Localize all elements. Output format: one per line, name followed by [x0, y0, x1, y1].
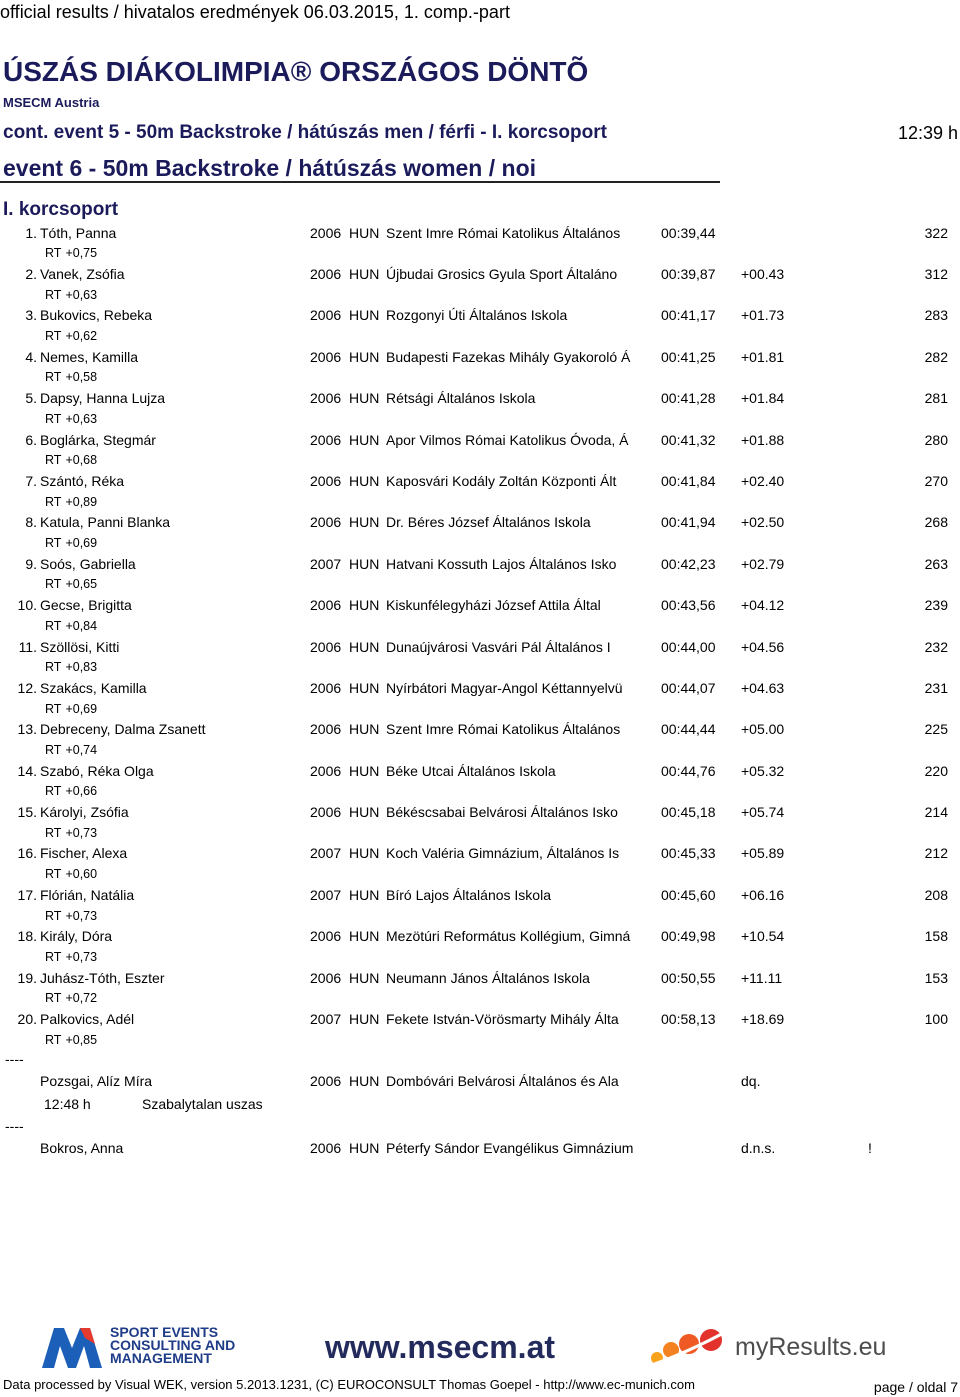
birth-year: 2006	[310, 514, 342, 531]
swim-time: 00:41,84	[661, 472, 716, 489]
reaction-time: +0,73	[65, 825, 98, 840]
points: 225	[924, 721, 948, 738]
swim-time: 00:39,44	[661, 224, 716, 241]
result-entry	[0, 595, 960, 636]
result-entry	[0, 761, 960, 802]
athlete-name: Pozsgai, Alíz Míra	[40, 1073, 153, 1090]
result-rank: 19.	[17, 969, 37, 986]
nation-code: HUN	[349, 472, 380, 489]
swim-time: 00:44,44	[661, 721, 716, 738]
swim-time: 00:41,32	[661, 431, 716, 448]
athlete-name: Vanek, Zsófia	[40, 265, 125, 282]
athlete-name: Király, Dóra	[40, 928, 113, 945]
reaction-time-label: RT	[45, 618, 62, 633]
swim-time: 00:43,56	[661, 597, 716, 614]
reaction-time: +0,73	[65, 949, 98, 964]
result-row	[0, 347, 960, 368]
points: 281	[924, 390, 948, 407]
club-name: Kiskunfélegyházi József Attila Által	[386, 597, 601, 614]
swim-time: 00:49,98	[661, 928, 716, 945]
time-behind: +01.88	[741, 431, 785, 448]
result-row	[0, 926, 960, 947]
result-rank: 7.	[25, 472, 37, 489]
athlete-name: Tóth, Panna	[40, 224, 117, 241]
result-entry	[0, 926, 960, 967]
birth-year: 2007	[310, 1011, 342, 1028]
swim-time: 00:44,00	[661, 638, 716, 655]
reaction-time-row	[0, 243, 960, 264]
non-ranked-entries	[0, 1048, 960, 1159]
results-header-line: official results / hivatalos eredmények 06.03.2015, 1. comp.-part	[0, 2, 510, 22]
sponsor-line: SPORT EVENTS	[110, 1324, 219, 1340]
nation-code: HUN	[349, 265, 380, 282]
result-rank: 13.	[17, 721, 37, 738]
reaction-time: +0,62	[65, 329, 98, 344]
result-entry	[0, 802, 960, 843]
reaction-time-label: RT	[45, 246, 62, 261]
club-name: Dr. Béres József Általános Iskola	[386, 514, 591, 531]
reaction-time: +0,73	[65, 908, 98, 923]
myresults-swirl-icon	[645, 1322, 733, 1370]
nation-code: HUN	[349, 390, 380, 407]
club-name: Dombóvári Belvárosi Általános és Ala	[386, 1073, 619, 1090]
result-row	[0, 471, 960, 492]
nation-code: HUN	[349, 762, 380, 779]
result-rank: 3.	[25, 307, 37, 324]
reaction-time-label: RT	[45, 991, 62, 1006]
nation-code: HUN	[349, 928, 380, 945]
reaction-time: +0,60	[65, 867, 98, 882]
result-rank: 8.	[25, 514, 37, 531]
status-flag: !	[868, 1140, 872, 1157]
result-row	[0, 595, 960, 616]
time-behind: +18.69	[741, 1011, 785, 1028]
reaction-time-label: RT	[45, 660, 62, 675]
organizer-name: MSECM Austria	[3, 95, 100, 110]
result-entry	[0, 678, 960, 719]
reaction-time: +0,84	[65, 618, 98, 633]
nation-code: HUN	[349, 431, 380, 448]
reaction-time-label: RT	[45, 287, 62, 302]
club-name: Nyírbátori Magyar-Angol Kéttannyelvü	[386, 679, 623, 696]
athlete-name: Soós, Gabriella	[40, 555, 136, 572]
reaction-time-label: RT	[45, 784, 62, 799]
reaction-time-label: RT	[45, 370, 62, 385]
nation-code: HUN	[349, 845, 380, 862]
nation-code: HUN	[349, 514, 380, 531]
swim-time: 00:39,87	[661, 265, 716, 282]
birth-year: 2006	[310, 431, 342, 448]
reaction-time-label: RT	[45, 742, 62, 757]
reaction-time: +0,58	[65, 370, 98, 385]
reaction-time: +0,83	[65, 660, 98, 675]
athlete-name: Károlyi, Zsófia	[40, 804, 129, 821]
nation-code: HUN	[349, 1073, 380, 1090]
result-rank: 11.	[18, 638, 37, 655]
athlete-name: Flórián, Natália	[40, 886, 135, 903]
reaction-time-row	[0, 616, 960, 637]
birth-year: 2006	[310, 472, 342, 489]
points: 270	[924, 472, 948, 489]
time-behind: +01.81	[741, 348, 785, 365]
athlete-name: Gecse, Brigitta	[40, 597, 132, 614]
athlete-name: Szöllösi, Kitti	[40, 638, 120, 655]
nation-code: HUN	[349, 969, 380, 986]
points: 231	[924, 679, 948, 696]
result-rank: 18.	[17, 928, 37, 945]
points: 214	[924, 804, 948, 821]
swim-time: 00:42,23	[661, 555, 716, 572]
birth-year: 2006	[310, 597, 342, 614]
reaction-time: +0,69	[65, 701, 98, 716]
time-behind: +01.84	[741, 390, 785, 407]
reaction-time-label: RT	[45, 411, 62, 426]
result-rank: 14.	[17, 762, 37, 779]
result-rank: 15.	[17, 804, 37, 821]
result-row	[0, 968, 960, 989]
note-reason: Szabalytalan uszas	[142, 1095, 263, 1112]
club-name: Bíró Lajos Általános Iskola	[386, 886, 551, 903]
birth-year: 2006	[310, 1140, 342, 1157]
time-behind: +05.00	[741, 721, 785, 738]
swim-time: 00:41,28	[661, 390, 716, 407]
points: 282	[924, 348, 948, 365]
reaction-time: +0,75	[65, 246, 98, 261]
athlete-name: Szántó, Réka	[40, 472, 125, 489]
disqualification-note	[0, 1093, 960, 1115]
reaction-time-row	[0, 492, 960, 513]
website-link[interactable]: www.msecm.at	[325, 1329, 556, 1365]
reaction-time-row	[0, 326, 960, 347]
nation-code: HUN	[349, 555, 380, 572]
reaction-time-row	[0, 409, 960, 430]
separator-line	[0, 1115, 960, 1137]
processing-credits: Data processed by Visual WEK, version 5.2013.1231, (C) EUROCONSULT Thomas Goepel - http://www.ec-munich.com	[3, 1377, 695, 1392]
athlete-name: Szakács, Kamilla	[40, 679, 147, 696]
result-row	[0, 305, 960, 326]
club-name: Szent Imre Római Katolikus Általános	[386, 224, 621, 241]
age-group-heading: I. korcsoport	[3, 199, 119, 220]
reaction-time-row	[0, 740, 960, 761]
points: 322	[924, 224, 948, 241]
birth-year: 2006	[310, 265, 342, 282]
reaction-time-label: RT	[45, 867, 62, 882]
nation-code: HUN	[349, 721, 380, 738]
birth-year: 2006	[310, 348, 342, 365]
result-rank: 1.	[25, 224, 37, 241]
result-status: d.n.s.	[741, 1140, 776, 1157]
result-entry	[0, 223, 960, 264]
swim-time: 00:41,25	[661, 348, 716, 365]
event-start-time: 12:39 h	[897, 123, 958, 143]
points: 208	[924, 886, 948, 903]
reaction-time-row	[0, 864, 960, 885]
birth-year: 2007	[310, 845, 342, 862]
points: 263	[924, 555, 948, 572]
result-row	[0, 388, 960, 409]
swim-time: 00:45,33	[661, 845, 716, 862]
time-behind: +05.89	[741, 845, 785, 862]
time-behind: +05.32	[741, 762, 785, 779]
result-rank: 6.	[25, 431, 37, 448]
swim-time: 00:41,17	[661, 307, 716, 324]
birth-year: 2006	[310, 679, 342, 696]
birth-year: 2006	[310, 224, 342, 241]
reaction-time: +0,74	[65, 742, 98, 757]
reaction-time-row	[0, 781, 960, 802]
points: 212	[924, 845, 948, 862]
time-behind: +00.43	[741, 265, 785, 282]
reaction-time-row	[0, 574, 960, 595]
result-rank: 16.	[17, 845, 37, 862]
nation-code: HUN	[349, 224, 380, 241]
time-behind: +06.16	[741, 886, 785, 903]
club-name: Apor Vilmos Római Katolikus Óvoda, Á	[386, 431, 629, 448]
result-row	[0, 719, 960, 740]
club-name: Szent Imre Római Katolikus Általános	[386, 721, 621, 738]
birth-year: 2006	[310, 804, 342, 821]
club-name: Koch Valéria Gimnázium, Általános Is	[386, 845, 620, 862]
club-name: Újbudai Grosics Gyula Sport Általáno	[386, 265, 618, 282]
result-rank: 4.	[25, 348, 37, 365]
note-time: 12:48 h	[44, 1095, 91, 1112]
result-rank: 10.	[17, 597, 37, 614]
result-row	[0, 430, 960, 451]
athlete-name: Bukovics, Rebeka	[40, 307, 153, 324]
reaction-time-row	[0, 699, 960, 720]
nation-code: HUN	[349, 597, 380, 614]
time-behind: +04.12	[741, 597, 785, 614]
reaction-time-label: RT	[45, 494, 62, 509]
birth-year: 2007	[310, 555, 342, 572]
points: 283	[924, 307, 948, 324]
nation-code: HUN	[349, 1140, 380, 1157]
reaction-time-label: RT	[45, 825, 62, 840]
birth-year: 2006	[310, 969, 342, 986]
reaction-time: +0,68	[65, 453, 98, 468]
birth-year: 2006	[310, 307, 342, 324]
birth-year: 2006	[310, 638, 342, 655]
time-behind: +02.79	[741, 555, 785, 572]
separator-line	[0, 1048, 960, 1070]
result-rank: 17.	[17, 886, 37, 903]
birth-year: 2006	[310, 762, 342, 779]
reaction-time-row	[0, 533, 960, 554]
time-behind: +04.56	[741, 638, 785, 655]
athlete-name: Fischer, Alexa	[40, 845, 128, 862]
reaction-time: +0,89	[65, 494, 98, 509]
result-rank: 9.	[25, 555, 37, 572]
club-name: Rozgonyi Úti Általános Iskola	[386, 307, 568, 324]
reaction-time: +0,72	[65, 991, 98, 1006]
time-behind: +02.50	[741, 514, 785, 531]
result-row	[0, 885, 960, 906]
time-behind: +05.74	[741, 804, 785, 821]
separator: ----	[5, 1051, 24, 1068]
nation-code: HUN	[349, 638, 380, 655]
swim-time: 00:45,18	[661, 804, 716, 821]
athlete-name: Boglárka, Stegmár	[40, 431, 156, 448]
result-entry	[0, 512, 960, 553]
reaction-time-label: RT	[45, 329, 62, 344]
result-status: dq.	[741, 1073, 761, 1090]
reaction-time-label: RT	[45, 536, 62, 551]
nation-code: HUN	[349, 804, 380, 821]
result-rank: 5.	[25, 390, 37, 407]
reaction-time: +0,85	[65, 1032, 98, 1047]
points: 100	[924, 1011, 948, 1028]
club-name: Béke Utcai Általános Iskola	[386, 762, 556, 779]
reaction-time-row	[0, 906, 960, 927]
reaction-time-row	[0, 367, 960, 388]
result-row	[0, 1009, 960, 1030]
reaction-time-row	[0, 988, 960, 1009]
result-entry	[0, 1009, 960, 1050]
result-row	[0, 843, 960, 864]
birth-year: 2006	[310, 1073, 342, 1090]
result-entry	[0, 968, 960, 1009]
reaction-time-row	[0, 450, 960, 471]
previous-event-title: cont. event 5 - 50m Backstroke / hátúszás men / férfi - I. korcsoport	[3, 122, 607, 143]
result-row	[0, 264, 960, 285]
result-entry	[0, 388, 960, 429]
page-number: page / oldal 7	[873, 1379, 958, 1395]
result-rank: 20.	[17, 1011, 37, 1028]
points: 232	[924, 638, 948, 655]
nation-code: HUN	[349, 1011, 380, 1028]
reaction-time-row	[0, 823, 960, 844]
sponsor-logo-text	[110, 1326, 235, 1365]
reaction-time-row	[0, 285, 960, 306]
athlete-name: Debreceny, Dalma Zsanett	[40, 721, 206, 738]
reaction-time-label: RT	[45, 453, 62, 468]
points: 158	[924, 928, 948, 945]
sponsor-line: CONSULTING AND	[110, 1337, 236, 1353]
birth-year: 2006	[310, 928, 342, 945]
result-entry	[0, 264, 960, 305]
athlete-name: Szabó, Réka Olga	[40, 762, 154, 779]
reaction-time: +0,66	[65, 784, 98, 799]
result-rank: 12.	[17, 679, 37, 696]
swim-time: 00:50,55	[661, 969, 716, 986]
club-name: Péterfy Sándor Evangélikus Gimnázium	[386, 1140, 634, 1157]
birth-year: 2006	[310, 390, 342, 407]
birth-year: 2006	[310, 721, 342, 738]
result-row	[0, 802, 960, 823]
athlete-name: Palkovics, Adél	[40, 1011, 135, 1028]
nation-code: HUN	[349, 307, 380, 324]
points: 268	[924, 514, 948, 531]
result-entry	[0, 554, 960, 595]
reaction-time-row	[0, 657, 960, 678]
reaction-time-label: RT	[45, 577, 62, 592]
reaction-time-label: RT	[45, 701, 62, 716]
result-row	[0, 512, 960, 533]
result-entry	[0, 347, 960, 388]
club-name: Fekete István-Vörösmarty Mihály Álta	[386, 1011, 619, 1028]
myresults-logo-text: myResults.eu	[735, 1333, 887, 1361]
reaction-time: +0,63	[65, 411, 98, 426]
result-entry	[0, 305, 960, 346]
event-title-underline	[0, 181, 720, 183]
points: 153	[924, 969, 948, 986]
result-row	[0, 678, 960, 699]
athlete-name: Juhász-Tóth, Eszter	[40, 969, 165, 986]
result-entry	[0, 719, 960, 760]
reaction-time-row	[0, 947, 960, 968]
reaction-time-label: RT	[45, 1032, 62, 1047]
reaction-time: +0,69	[65, 536, 98, 551]
time-behind: +04.63	[741, 679, 785, 696]
result-row	[0, 223, 960, 244]
results-list	[0, 223, 960, 1051]
result-entry	[0, 430, 960, 471]
points: 312	[924, 265, 948, 282]
birth-year: 2007	[310, 886, 342, 903]
club-name: Rétsági Általános Iskola	[386, 390, 536, 407]
athlete-name: Katula, Panni Blanka	[40, 514, 170, 531]
result-row	[0, 637, 960, 658]
nation-code: HUN	[349, 886, 380, 903]
club-name: Hatvani Kossuth Lajos Általános Isko	[386, 555, 617, 572]
athlete-name: Bokros, Anna	[40, 1140, 124, 1157]
separator: ----	[5, 1118, 24, 1135]
event-title: event 6 - 50m Backstroke / hátúszás women / noi	[3, 155, 537, 181]
time-behind: +02.40	[741, 472, 785, 489]
swim-time: 00:41,94	[661, 514, 716, 531]
nation-code: HUN	[349, 348, 380, 365]
reaction-time: +0,63	[65, 287, 98, 302]
club-name: Békéscsabai Belvárosi Általános Isko	[386, 804, 618, 821]
result-entry	[0, 637, 960, 678]
result-row	[0, 554, 960, 575]
competition-title: ÚSZÁS DIÁKOLIMPIA® ORSZÁGOS DÖNTÕ	[3, 56, 589, 87]
result-row	[0, 761, 960, 782]
club-name: Neumann János Általános Iskola	[386, 969, 590, 986]
sponsor-line: MANAGEMENT	[110, 1350, 212, 1366]
swim-time: 00:44,76	[661, 762, 716, 779]
club-name: Dunaújvárosi Vasvári Pál Általános I	[386, 638, 611, 655]
result-entry	[0, 885, 960, 926]
swim-time: 00:58,13	[661, 1011, 716, 1028]
result-entry	[0, 471, 960, 512]
time-behind: +11.11	[741, 969, 783, 986]
points: 280	[924, 431, 948, 448]
swim-time: 00:44,07	[661, 679, 716, 696]
athlete-name: Nemes, Kamilla	[40, 348, 139, 365]
club-name: Mezötúri Református Kollégium, Gimná	[386, 928, 631, 945]
club-name: Budapesti Fazekas Mihály Gyakoroló Á	[386, 348, 631, 365]
nation-code: HUN	[349, 679, 380, 696]
points: 220	[924, 762, 948, 779]
did-not-start-row	[0, 1137, 960, 1159]
reaction-time: +0,65	[65, 577, 98, 592]
reaction-time-label: RT	[45, 949, 62, 964]
club-name: Kaposvári Kodály Zoltán Központi Ált	[386, 472, 617, 489]
disqualified-row	[0, 1070, 960, 1092]
athlete-name: Dapsy, Hanna Lujza	[40, 390, 166, 407]
time-behind: +10.54	[741, 928, 785, 945]
result-entry	[0, 843, 960, 884]
msecm-m-logo-icon	[40, 1324, 104, 1370]
time-behind: +01.73	[741, 307, 785, 324]
result-rank: 2.	[25, 265, 37, 282]
reaction-time-label: RT	[45, 908, 62, 923]
swim-time: 00:45,60	[661, 886, 716, 903]
points: 239	[924, 597, 948, 614]
